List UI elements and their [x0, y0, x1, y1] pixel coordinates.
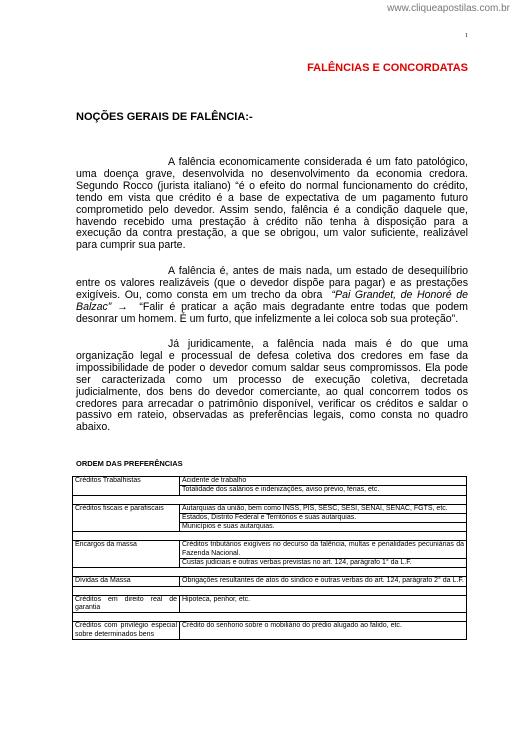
category-cell: Créditos em direito real de garantia	[73, 595, 180, 613]
site-watermark: www.cliqueapostilas.com.br	[387, 3, 510, 14]
table-spacer-row	[73, 568, 467, 577]
item-cell: Créditos tributários exigíveis no decurso da falência, multas e penalidades pecuniárias da Fazenda Nacional.	[180, 541, 467, 559]
table-row	[73, 595, 467, 613]
item-cell: Crédito do senhorio sobre o mobiliário do prédio alugado ao falido, etc.	[180, 622, 467, 640]
paragraph-text-a: A falência é, antes de mais nada, um estado de desequilíbrio entre os valores realizáveis (que o devedor dispõe para pagar) e as prestações exigíveis. Ou, como consta em um trecho da obra	[76, 265, 468, 301]
section-heading: NOÇÕES GERAIS DE FALÊNCIA:-	[76, 111, 253, 123]
category-cell: Créditos Trabalhistas	[73, 477, 180, 496]
paragraph-balzac	[76, 266, 468, 326]
paragraph-definition	[76, 157, 468, 252]
table-spacer-row	[73, 613, 467, 622]
item-cell: Totalidade dos salários e indenizações, aviso prévio, férias, etc.	[180, 486, 467, 495]
table-row	[73, 622, 467, 640]
arrow-icon: →	[117, 300, 128, 313]
item-cell: Municípios e suas autarquias.	[180, 523, 467, 532]
quote-text: “Falir é praticar a ação mais degradante entre todas que podem desonrar um homem. É um furto, que infelizmente a lei coloca sob sua proteção”.	[76, 300, 468, 325]
table-caption: ORDEM DAS PREFERÊNCIAS	[76, 459, 183, 468]
paragraph-juridical	[76, 339, 468, 434]
table-spacer-row	[73, 495, 467, 504]
table-row	[73, 477, 467, 486]
table-row	[73, 541, 467, 559]
table-spacer-row	[73, 532, 467, 541]
paragraph-text: Já juridicamente, a falência nada mais é do que uma organização legal e processual de defesa coletiva dos credores em fase da impossibilidade de poder o devedor comum saldar seus compromissos. Ela pode ser caracterizada como um processo de execução coletiva, decretada judicialmente, dos bens do devedor comerciante, ao qual concorrem todos os credores para arrecadar o patrimônio disponível, verificar os créditos e saldar o passivo em rateio, observadas as preferências legais, como consta no quadro abaixo.	[76, 338, 468, 434]
table-row	[73, 504, 467, 513]
category-cell: Créditos com privilégio especial sobre determinados bens	[73, 622, 180, 640]
item-cell: Custas judiciais e outras verbas previstas no art. 124, parágrafo 1° da L.F.	[180, 559, 467, 568]
item-cell: Estados, Distrito Federal e Territórios e suas autarquias.	[180, 513, 467, 522]
table-spacer-row	[73, 586, 467, 595]
category-cell: Encargos da massa	[73, 541, 180, 568]
item-cell: Acidente de trabalho	[180, 477, 467, 486]
book-title: “Pai Grandet, de Honoré de Balzac”	[76, 288, 469, 313]
preferences-table	[72, 476, 467, 640]
paragraph-text: A falência economicamente considerada é um fato patológico, uma doença grave, desenvolvida no desenvolvimento da economia credora. Segundo Rocco (jurista italiano) “é o efeito do normal funcionamento do crédito, tendo em vista que crédito é a base de expectativa de um pagamento futuro comprometido pelo devedor. Assim sendo, falência é a condição daquele que, havendo recebido uma prestação à crédito não tenha à disposição para a execução da contra prestação, a que se obrigou, um valor suficiente, realizável para cumprir sua parte.	[76, 156, 468, 252]
item-cell: Autarquias da união, bem como INSS, PIS, SESC, SESI, SENAI, SENAC, FGTS, etc.	[180, 504, 467, 513]
category-cell: Créditos fiscais e parafiscais	[73, 504, 180, 532]
item-cell: Hipoteca, penhor, etc.	[180, 595, 467, 613]
page-number: 1	[465, 33, 468, 39]
document-title: FALÊNCIAS E CONCORDATAS	[307, 62, 468, 74]
item-cell: Obrigações resultantes de atos do síndico e outras verbas do art. 124, parágrafo 2° da L.F.	[180, 577, 467, 586]
category-cell: Dívidas da Massa	[73, 577, 180, 586]
table-row	[73, 577, 467, 586]
